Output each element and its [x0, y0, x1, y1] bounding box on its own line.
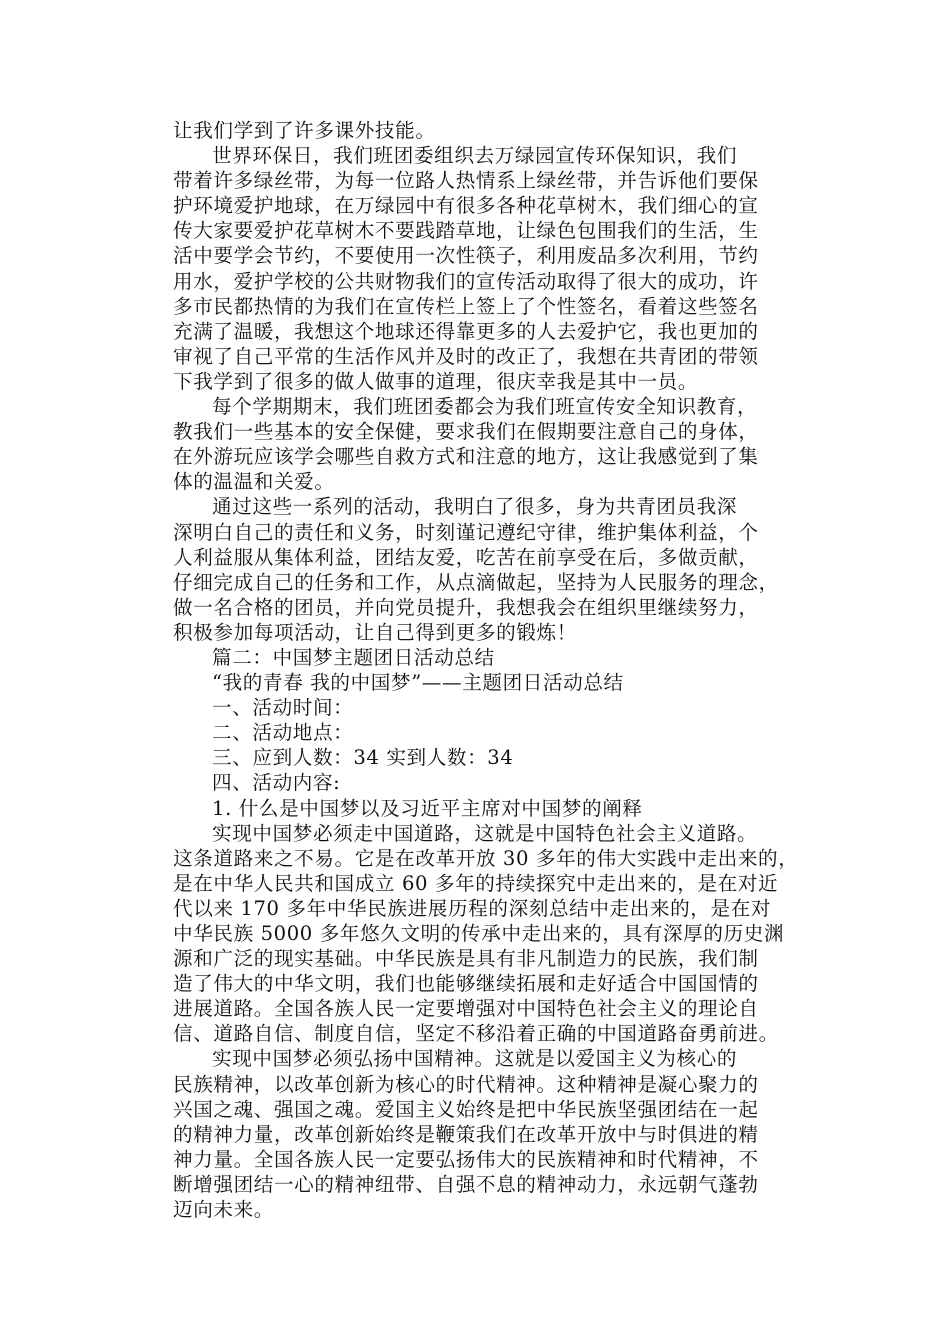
text-line: 神力量。全国各族人民一定要弘扬伟大的民族精神和时代精神，不	[173, 1147, 759, 1171]
text-line: 源和广泛的现实基础。中华民族是具有非凡制造力的民族，我们制	[173, 947, 759, 971]
text-line: 让我们学到了许多课外技能。	[173, 119, 436, 142]
text-line: 信、道路自信、制度自信，坚定不移沿着正确的中国道路奋勇前进。	[173, 1022, 779, 1046]
text-line: 多市民都热情的为我们在宣传栏上签上了个性签名，看着这些签名	[173, 294, 759, 318]
text-line: 造了伟大的中华文明，我们也能够继续拓展和走好适合中国国情的	[173, 972, 759, 996]
text-line: 护环境爱护地球，在万绿园中有很多各种花草树木，我们细心的宣	[173, 194, 759, 218]
text-line: 进展道路。全国各族人民一定要增强对中国特色社会主义的理论自	[173, 997, 759, 1021]
text-line: 用水，爱护学校的公共财物我们的宣传活动取得了很大的成功，许	[173, 269, 759, 293]
text-line: 深明白自己的责任和义务，时刻谨记遵纪守律，维护集体利益，个	[173, 520, 759, 544]
text-line: 仔细完成自己的任务和工作，从点滴做起，坚持为人民服务的理念，	[173, 570, 779, 594]
text-line: 断增强团结一心的精神纽带、自强不息的精神动力，永远朝气蓬勃	[173, 1172, 759, 1196]
text-line: 带着许多绿丝带，为每一位路人热情系上绿丝带，并告诉他们要保	[173, 169, 759, 193]
text-line: 传大家要爱护花草树木不要践踏草地，让绿色包围我们的生活，生	[173, 219, 759, 243]
text-line: 通过这些一系列的活动，我明白了很多，身为共青团员我深	[212, 495, 738, 519]
text-line: 二、活动地点：	[212, 721, 354, 745]
text-line: 兴国之魂、强国之魂。爱国主义始终是把中华民族坚强团结在一起	[173, 1097, 759, 1121]
text-line: 审视了自己平常的生活作风并及时的改正了，我想在共青团的带领	[173, 344, 759, 368]
text-line: 三、应到人数：34 实到人数：34	[212, 746, 514, 770]
text-line: 充满了温暖，我想这个地球还得靠更多的人去爱护它，我也更加的	[173, 319, 759, 343]
text-line: 中华民族 5000 多年悠久文明的传承中走出来的，具有深厚的历史渊	[173, 922, 785, 945]
text-line: 民族精神，以改革创新为核心的时代精神。这种精神是凝心聚力的	[173, 1072, 759, 1096]
text-line: 教我们一些基本的安全保健，要求我们在假期要注意自己的身体，	[173, 420, 759, 444]
text-line: 是在中华人民共和国成立 60 多年的持续探究中走出来的，是在对近	[173, 871, 779, 895]
text-line: 做一名合格的团员，并向党员提升，我想我会在组织里继续努力，	[173, 595, 759, 619]
text-line: 1. 什么是中国梦以及习近平主席对中国梦的阐释	[212, 796, 643, 820]
text-line: 实现中国梦必须走中国道路，这就是中国特色社会主义道路。	[212, 821, 758, 845]
text-line: 代以来 170 多年中华民族进展历程的深刻总结中走出来的，是在对	[173, 896, 772, 920]
text-line: 体的温温和关爱。	[173, 470, 335, 494]
document-body	[173, 118, 833, 1222]
text-line: 人利益服从集体利益，团结友爱，吃苦在前享受在后，多做贡献，	[173, 545, 759, 569]
text-line: 实现中国梦必须弘扬中国精神。这就是以爱国主义为核心的	[212, 1047, 738, 1071]
text-line: 下我学到了很多的做人做事的道理，很庆幸我是其中一员。	[173, 369, 699, 393]
text-line: 世界环保日，我们班团委组织去万绿园宣传环保知识，我们	[212, 144, 738, 168]
text-line: 篇二：中国梦主题团日活动总结	[212, 645, 495, 669]
text-line: 的精神力量，改革创新始终是鞭策我们在改革开放中与时俱进的精	[173, 1122, 759, 1146]
text-line: 积极参加每项活动，让自己得到更多的锻炼！	[173, 620, 577, 644]
text-line: 四、活动内容:	[212, 771, 341, 795]
text-line: 一、活动时间：	[212, 696, 354, 720]
text-line: “我的青春 我的中国梦”——主题团日活动总结	[212, 671, 624, 695]
text-line: 活中要学会节约，不要使用一次性筷子，利用废品多次利用，节约	[173, 244, 759, 268]
text-line: 在外游玩应该学会哪些自救方式和注意的地方，这让我感觉到了集	[173, 445, 759, 469]
text-line: 迈向未来。	[173, 1198, 274, 1222]
text-line: 这条道路来之不易。它是在改革开放 30 多年的伟大实践中走出来的，	[173, 846, 799, 870]
text-line: 每个学期期末，我们班团委都会为我们班宣传安全知识教育，	[212, 395, 758, 419]
